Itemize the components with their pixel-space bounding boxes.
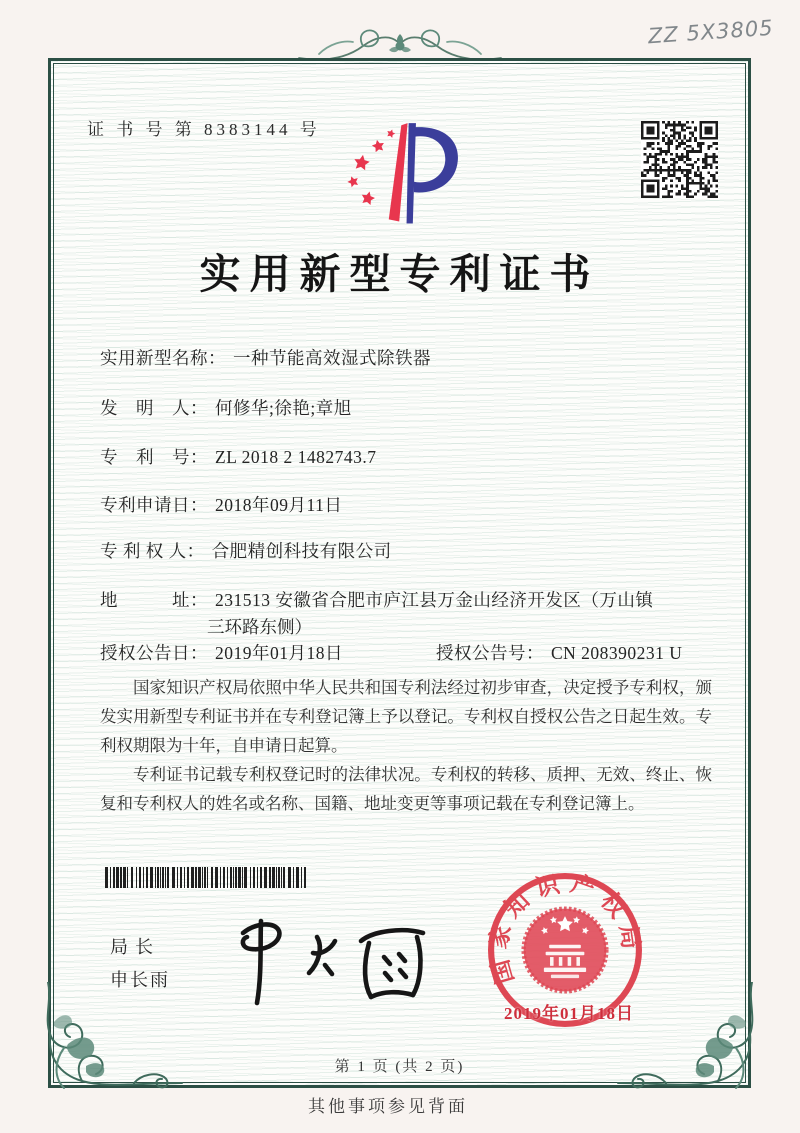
field-row-utility-model-name [100, 345, 431, 370]
field-value: CN 208390231 U [551, 643, 683, 663]
legal-text [100, 673, 712, 818]
bottom-right-flourish-ornament [616, 982, 766, 1094]
qr-code [641, 121, 718, 198]
director-handwritten-signature [221, 899, 436, 1014]
director-name-label: 申长雨 [110, 970, 170, 990]
cnipa-logo-icon [342, 119, 469, 234]
field-label: 授权公告号： [436, 643, 544, 663]
field-row-address [100, 587, 653, 612]
field-label: 授权公告日： [100, 643, 208, 663]
field-label: 专 利 权 人： [100, 541, 205, 561]
barcode [105, 867, 308, 888]
seal-date: 2019年01月18日 [504, 1004, 634, 1023]
field-label: 专 利 号： [100, 447, 208, 467]
bottom-left-flourish-ornament [34, 982, 184, 1094]
field-address-line2: 三环路东侧） [207, 617, 312, 637]
seal-circular-text: 国家知识产权局 [485, 870, 645, 987]
handwritten-note: ZZ 5X3805 [647, 15, 775, 49]
field-value: 2019年01月18日 [215, 643, 343, 663]
field-value: 2018年09月11日 [215, 495, 343, 515]
field-label: 发 明 人： [100, 398, 208, 418]
field-label: 实用新型名称： [100, 348, 226, 368]
certificate-frame [48, 58, 751, 1088]
page-number: 第 1 页 (共 2 页) [334, 1059, 465, 1075]
field-value: 合肥精创科技有限公司 [211, 541, 392, 561]
field-row-patentee [100, 538, 392, 563]
certificate-number: 证 书 号 第 8383144 号 [87, 120, 321, 139]
field-label: 专利申请日： [100, 495, 208, 515]
legal-paragraph: 专利证书记载专利权登记时的法律状况。专利权的转移、质押、无效、终止、恢复和专利权人的姓名或名称、国籍、地址变更等事项记载在专利登记簿上。 [100, 765, 712, 813]
legal-paragraph: 国家知识产权局依照中华人民共和国专利法经过初步审查，决定授予专利权，颁发实用新型专利证书并在专利登记簿上予以登记。专利权自授权公告之日起生效。专利权期限为十年，自申请日起算。 [100, 678, 712, 755]
field-row-filing-date [100, 492, 342, 517]
field-row-patent-number [100, 444, 376, 469]
back-note: 其他事项参见背面 [308, 1097, 468, 1116]
field-value: ZL 2018 2 1482743.7 [215, 447, 377, 467]
field-value: 231513 安徽省合肥市庐江县万金山经济开发区（万山镇 [215, 590, 654, 610]
director-title-label: 局长 [110, 937, 160, 957]
field-value: 何修华;徐艳;章旭 [215, 398, 352, 418]
national-emblem-icon [524, 909, 607, 992]
field-row-inventors [100, 395, 352, 420]
field-value: 一种节能高效湿式除铁器 [233, 348, 431, 368]
certificate-title: 实用新型专利证书 [199, 251, 600, 297]
field-row-grant [100, 640, 683, 665]
field-label: 地 址： [100, 590, 208, 610]
